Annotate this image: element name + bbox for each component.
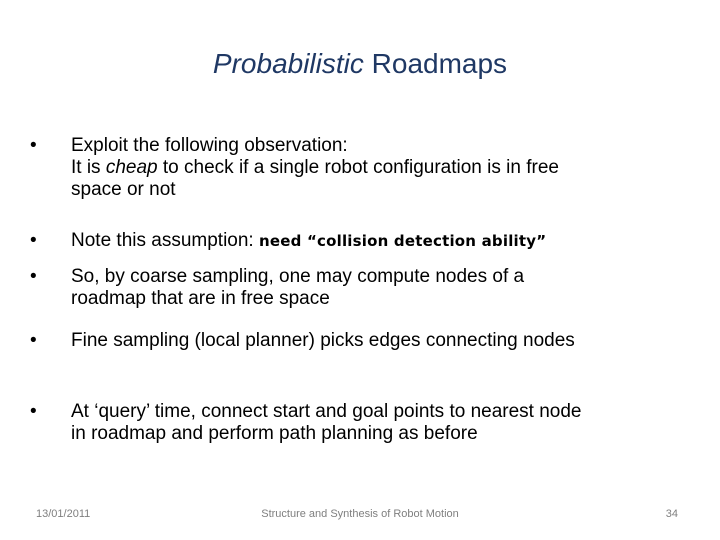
bullet-line: Exploit the following observation:	[71, 135, 348, 156]
slide-title-rest: Roadmaps	[363, 48, 508, 79]
bullet-line: in roadmap and perform path planning as before	[71, 423, 478, 444]
bullet-line	[71, 157, 681, 179]
text-run: Note this assumption:	[71, 230, 259, 251]
bullet-text	[71, 135, 681, 201]
bullet-line: space or not	[71, 179, 176, 200]
text-run: to check if a single robot configuration is in free	[157, 157, 559, 178]
bullet-line: Fine sampling (local planner) picks edges connecting nodes	[71, 330, 575, 351]
bullet-line: So, by coarse sampling, one may compute nodes of a	[71, 266, 525, 287]
bullet-text	[71, 230, 681, 252]
footer-course: Structure and Synthesis of Robot Motion	[261, 508, 459, 520]
slide-title	[0, 48, 720, 80]
bullet-text	[71, 266, 681, 310]
bullet-text	[71, 330, 681, 352]
bullet-dot: •	[30, 230, 37, 251]
bullet-line: roadmap that are in free space	[71, 288, 330, 309]
footer-page-number: 34	[665, 508, 678, 520]
text-run: It is	[71, 157, 106, 178]
bullet-dot: •	[30, 266, 37, 287]
slide-title-italic: Probabilistic	[212, 48, 364, 79]
bullet-dot: •	[30, 135, 37, 156]
italic-word: cheap	[105, 157, 158, 178]
bullet-text	[71, 401, 681, 445]
emphasis-text: need “collision detection ability”	[258, 232, 547, 250]
bullet-dot: •	[30, 401, 37, 422]
bullet-dot: •	[30, 330, 37, 351]
footer-date: 13/01/2011	[36, 508, 91, 520]
bullet-line: At ‘query’ time, connect start and goal points to nearest node	[71, 401, 582, 422]
